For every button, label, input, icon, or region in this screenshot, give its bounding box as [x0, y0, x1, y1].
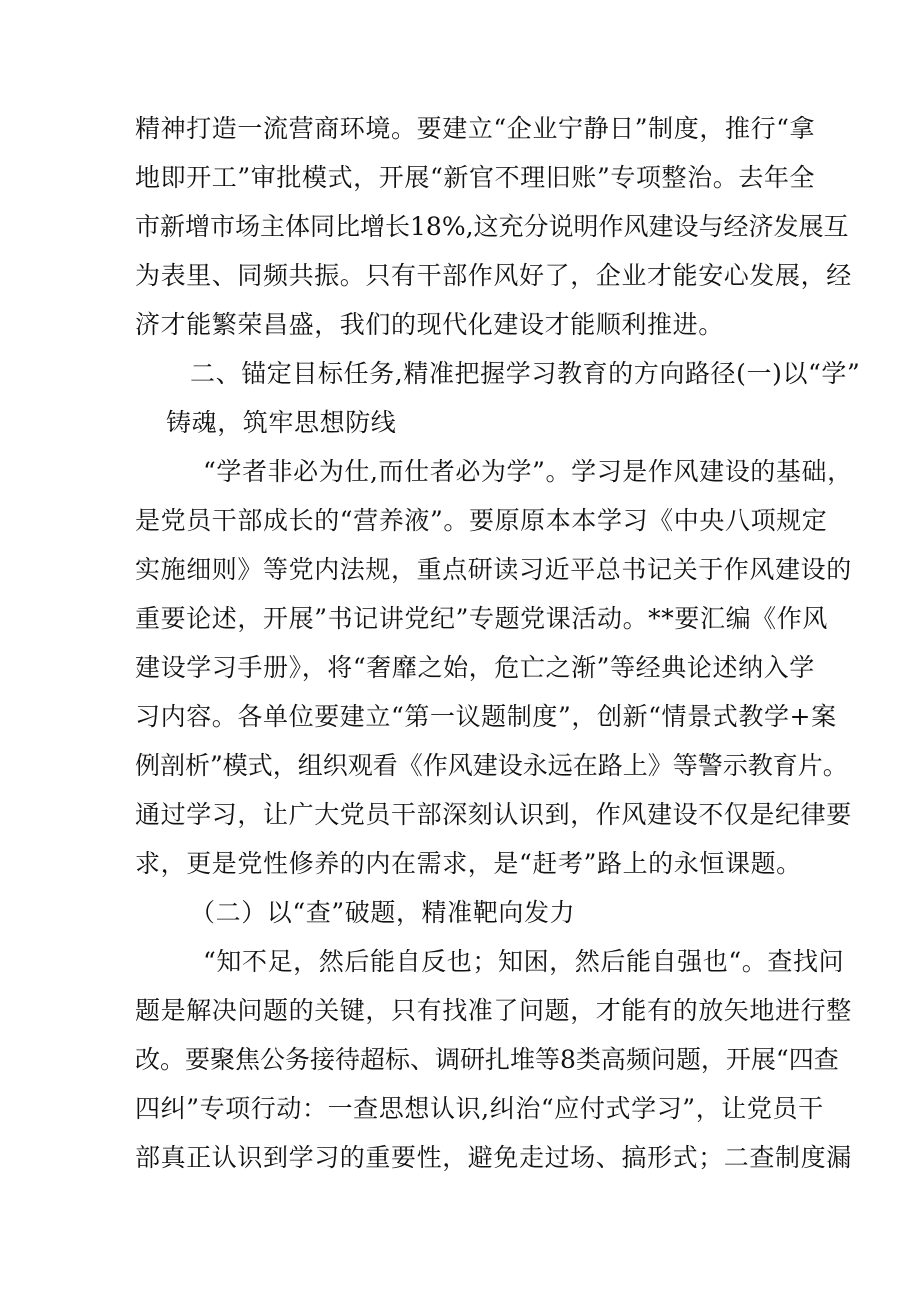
paragraph-line: 求，更是党性修养的内在需求，是“赶考”路上的永恒课题。	[135, 849, 802, 878]
paragraph-line: 部真正认识到学习的重要性，避免走过场、搞形式；二查制度漏	[135, 1143, 852, 1172]
paragraph-line: “学者非必为仕,而仕者必为学”。学习是作风建设的基础，	[203, 457, 853, 486]
paragraph-line: 为表里、同频共振。只有干部作风好了，企业才能安心发展，经	[135, 261, 852, 290]
paragraph-line: 题是解决问题的关键，只有找准了问题，才能有的放矢地进行整	[135, 996, 852, 1025]
paragraph-line: 地即开工”审批模式，开展“新官不理旧账”专项整治。去年全	[135, 163, 816, 192]
paragraph-line: 四纠”专项行动：一查思想认识,纠治“应付式学习”，让党员干	[135, 1094, 824, 1123]
paragraph-line: 习内容。各单位要建立“第一议题制度”，创新“情景式教学+案	[135, 702, 837, 731]
paragraph-line: 精神打造一流营商环境。要建立“企业宁静日”制度，推行“拿	[135, 114, 816, 143]
paragraph-line: 是党员干部成长的“营养液”。要原原本本学习《中央八项规定	[135, 506, 828, 535]
paragraph-line: 例剖析”模式，组织观看《作风建设永远在路上》等警示教育片。	[135, 751, 848, 780]
paragraph-line: 建设学习手册》，将“奢靡之始，危亡之渐”等经典论述纳入学	[135, 653, 815, 682]
paragraph-line: 改。要聚焦公务接待超标、调研扎堆等8类高频问题，开展“四查	[135, 1045, 839, 1074]
paragraph-line: 实施细则》等党内法规，重点研读习近平总书记关于作风建设的	[135, 555, 852, 584]
subsection-heading: （二）以“查”破题，精准靶向发力	[190, 898, 576, 927]
paragraph-line: 通过学习，让广大党员干部深刻认识到，作风建设不仅是纪律要	[135, 800, 852, 829]
paragraph-line: 市新增市场主体同比增长18%,这充分说明作风建设与经济发展互	[135, 212, 849, 241]
section-heading-line: 铸魂，筑牢思想防线	[166, 408, 397, 437]
section-heading-line: 二、锚定目标任务,精准把握学习教育的方向路径(一)以“学”	[190, 359, 861, 388]
paragraph-line: 重要论述，开展”书记讲党纪”专题党课活动。**要汇编《作风	[135, 604, 828, 633]
paragraph-line: “知不足，然后能自反也；知困，然后能自强也“。查找问	[203, 947, 845, 976]
paragraph-line: 济才能繁荣昌盛，我们的现代化建设才能顺利推进。	[135, 310, 724, 339]
